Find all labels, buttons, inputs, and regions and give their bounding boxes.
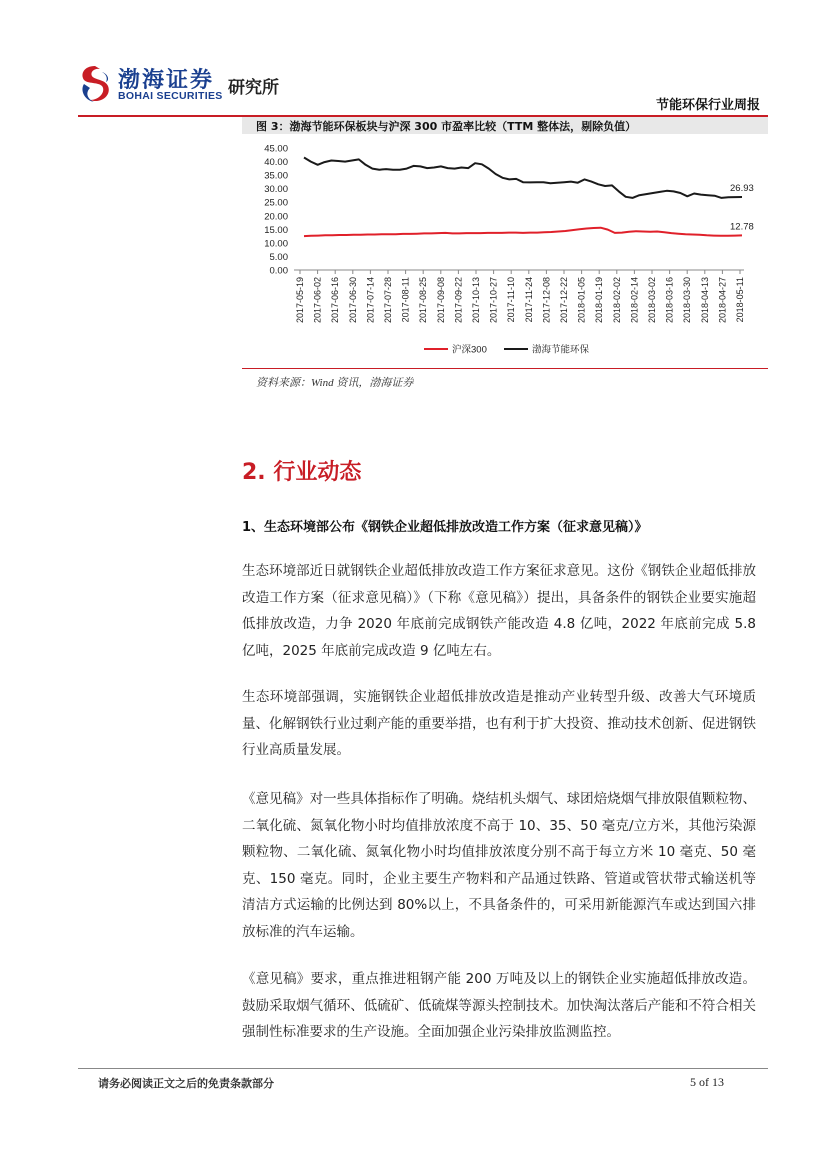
x-tick-label: 2018-02-02 xyxy=(611,277,622,324)
x-tick-label: 2017-10-13 xyxy=(471,277,481,324)
legend-label: 沪深300 xyxy=(452,344,487,356)
x-tick-label: 2018-03-16 xyxy=(664,277,675,324)
y-tick-label: 30.00 xyxy=(264,184,288,196)
series-end-label: 26.93 xyxy=(730,182,754,194)
x-tick-label: 2017-11-10 xyxy=(506,277,517,323)
body-paragraph-4: 《意见稿》要求，重点推进粗钢产能 200 万吨及以上的钢铁企业实施超低排放改造。鼓励采取烟气循环、低硫矿、低硫煤等源头控制技术。加快淘汰落后产能和不符合相关强制性标准要求的生产设施。全面加强企业污染排放监测监控。 xyxy=(242,971,756,1040)
x-tick-label: 2018-03-30 xyxy=(682,277,693,324)
x-tick-label: 2017-07-14 xyxy=(365,277,376,324)
disclaimer-note: 请务必阅读正文之后的免责条款部分 xyxy=(98,1077,274,1090)
institute-name: 研究所 xyxy=(228,78,279,98)
x-tick-label: 2018-03-02 xyxy=(647,277,657,324)
y-tick-label: 45.00 xyxy=(264,143,288,155)
series-end-label: 12.78 xyxy=(730,221,754,233)
figure-source: 资料来源：Wind 资讯，渤海证券 xyxy=(256,377,414,389)
x-tick-label: 2017-10-27 xyxy=(488,277,499,324)
figure-title: 图 3：渤海节能环保板块与沪深 300 市盈率比较（TTM 整体法，剔除负值） xyxy=(256,120,637,133)
y-tick-label: 10.00 xyxy=(264,238,288,250)
x-tick-label: 2017-11-24 xyxy=(523,277,534,323)
bohai-logo-icon xyxy=(78,64,112,104)
x-tick-label: 2017-12-22 xyxy=(559,277,569,324)
y-tick-label: 15.00 xyxy=(264,224,288,236)
x-tick-label: 2018-01-19 xyxy=(594,277,605,324)
section-title: 2. 行业动态 xyxy=(242,460,362,485)
x-tick-label: 2018-05-11 xyxy=(735,277,745,323)
page-number: 5 of 13 xyxy=(690,1075,724,1089)
footer-divider xyxy=(78,1068,768,1069)
body-paragraph-2: 生态环境部强调，实施钢铁企业超低排放改造是推动产业转型升级、改善大气环境质量、化解钢铁行业过剩产能的重要举措，也有利于扩大投资、推动技术创新、促进钢铁行业高质量发展。 xyxy=(242,689,756,758)
x-tick-label: 2017-12-08 xyxy=(541,277,552,324)
x-tick-label: 2017-08-11 xyxy=(400,277,411,323)
y-tick-label: 0.00 xyxy=(269,265,288,277)
y-tick-label: 5.00 xyxy=(269,251,288,263)
x-tick-label: 2018-01-05 xyxy=(576,277,587,324)
legend-label: 渤海节能环保 xyxy=(532,344,590,356)
x-tick-label: 2017-06-30 xyxy=(347,277,358,324)
report-type: 节能环保行业周报 xyxy=(655,98,760,113)
x-tick-label: 2017-07-28 xyxy=(383,277,393,324)
logo-chinese-name: 渤海证券 xyxy=(118,67,215,93)
series-line-bohai-env xyxy=(304,158,742,198)
body-paragraph-3: 《意见稿》对一些具体指标作了明确。烧结机头烟气、球团焙烧烟气排放限值颗粒物、二氧化硫、氮氧化物小时均值排放浓度不高于 10、35、50 毫克/立方米，其他污染源颗粒物、二氧化硫、氮氧化物小时均值排放浓度分别不高于每立方米 10 毫克、50 毫克、150 毫克。同时，企业主要生产物料和产品通过铁路、管道或管状带式输送机等清洁方式运输的比例达到 80%以上，不具备条件的，可采用新能源汽车或达到国六排放标准的汽车运输。 xyxy=(242,791,756,940)
x-tick-label: 2017-08-25 xyxy=(418,277,429,324)
y-tick-label: 25.00 xyxy=(264,197,288,209)
body-paragraph-1: 生态环境部近日就钢铁企业超低排放改造工作方案征求意见。这份《钢铁企业超低排放改造工作方案（征求意见稿）》（下称《意见稿》）提出，具备条件的钢铁企业要实施超低排放改造，力争 2020 年底前完成钢铁产能改造 4.8 亿吨，2022 年底前完成 5.8 亿吨，2025 年底前完成改造 9 亿吨左右。 xyxy=(242,563,756,659)
pe-ratio-line-chart xyxy=(242,136,768,366)
x-tick-label: 2018-04-27 xyxy=(717,277,728,324)
logo-english-name: BOHAI SECURITIES xyxy=(118,90,223,102)
x-tick-label: 2018-04-13 xyxy=(699,277,710,324)
news-item-title: 1、生态环境部公布《钢铁企业超低排放改造工作方案（征求意见稿）》 xyxy=(242,520,648,535)
series-line-hs300 xyxy=(304,228,742,236)
x-tick-label: 2017-05-19 xyxy=(295,277,305,324)
y-tick-label: 35.00 xyxy=(264,170,288,182)
x-tick-label: 2017-06-02 xyxy=(312,277,323,324)
x-tick-label: 2018-02-14 xyxy=(629,277,640,324)
x-tick-label: 2017-09-22 xyxy=(453,277,464,324)
y-tick-label: 40.00 xyxy=(264,157,288,169)
x-tick-label: 2017-06-16 xyxy=(330,277,341,324)
figure-divider xyxy=(242,368,768,369)
y-tick-label: 20.00 xyxy=(264,211,288,223)
x-tick-label: 2017-09-08 xyxy=(435,277,446,324)
